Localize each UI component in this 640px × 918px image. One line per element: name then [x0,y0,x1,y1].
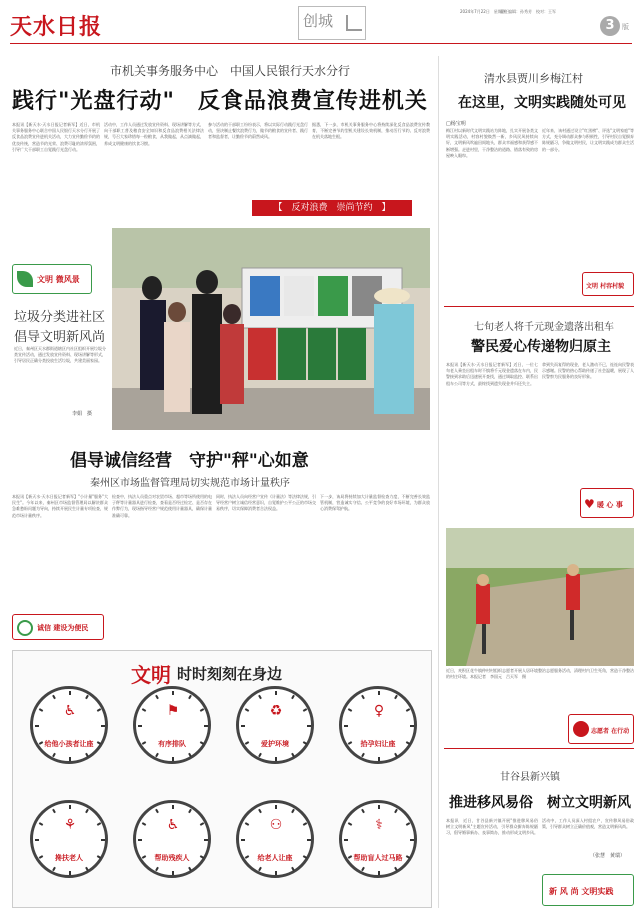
clock-tick [258,866,262,870]
xinxing-tag [542,874,634,906]
clock-tick [410,839,414,841]
clock-tick [69,805,71,809]
clock-tick [39,708,43,712]
scale-icon [17,620,33,636]
clock-tick [172,871,174,875]
clock-tick [85,695,89,699]
column-divider [438,56,439,908]
village-body-col2: 近年来，该村通过设立"红黑榜"、评选"文明家庭"等方式，充分调动群众参与积极性，引导村民自觉摒弃陈规陋习，争做文明村民，让文明实践成为群众生活的一部分。 [542,128,634,152]
section-title-text: 创城 [303,12,334,30]
clock-tick [302,708,306,712]
hand-heart-icon [573,721,589,737]
seat-icon: ♿ [63,703,77,719]
lead-headline: 践行"光盘行动" 反食品浪费宣传进机关 [12,89,428,114]
newspaper-logo: 天水日报 [10,14,103,40]
pregnant-icon: ♀ [373,703,385,719]
clock-tick [199,708,203,712]
civility-title-red: 文明 [131,663,171,687]
environment-icon: ♻ [269,703,283,719]
clock-tick [405,822,409,826]
clock-tick [138,725,142,727]
clock-tick [291,809,295,813]
clock-tick [361,866,365,870]
page-number-badge [600,16,620,36]
xinxing-body-col1: 本报讯 近日，甘谷县新兴镇开展"推进移风易俗 树立文明新风"主题宣传活动，引导群众摒弃陈规陋习，倡导婚事新办、丧事简办，推动形成文明乡风。 [446,818,542,836]
clock-tick [155,866,159,870]
clock-tick [172,757,174,761]
leaf-icon [17,271,33,287]
xinxing-headline: 推进移风易俗 树立文明新风 [449,795,631,811]
masthead-rule [10,43,632,44]
civility-clock [339,800,417,878]
clock-label: 帮助残疾人 [154,854,190,862]
clock-label: 搀扶老人 [55,854,83,862]
clock-tick [85,752,89,756]
masthead [0,0,640,44]
clock-tick [361,695,365,699]
clock-tick [394,866,398,870]
clock-tick [69,871,71,875]
volunteer-caption: 近日，麦积区花牛镇仲村村组织志愿者开展人居环境整治志愿服务活动，清理村内卫生死角，营造干净整洁的村庄环境。本报记者 李国元 吕天军 摄 [446,668,634,680]
clock-tick [394,752,398,756]
xinxing-tag-text: 新 风 尚 文明实践 [549,887,614,896]
village-byline: □杨宝明 [446,121,466,127]
clock-tick [394,809,398,813]
clock-tick [245,822,249,826]
xinxing-byline: （张慧 黄瑞） [590,853,626,859]
civility-title: 时时刻刻在身边 [177,665,283,683]
market-body-col1: 本报讯【新天水·天水日报记者新军】"小计量"服务"大民生"。今年以来，秦州区市场监督管理局以解决群众急难愁盼问题为导向，持续开展民生计量专项检查，规范市场计量秩序。 [12,494,108,518]
clock-tick [101,725,105,727]
clock-tick [348,708,352,712]
lead-kicker: 市机关事务服务中心 中国人民银行天水分行 [109,64,350,78]
clock-tick [155,695,159,699]
clock-tick [291,866,295,870]
clock-tick [204,839,208,841]
clock-tick [188,695,192,699]
clock-tick [188,866,192,870]
civility-clock [339,686,417,764]
clock-tick [241,839,245,841]
market-subhead: 秦州区市场监督管理局切实规范市场计量秩序 [90,478,290,489]
volunteer-photo [446,528,634,666]
civility-clock [236,800,314,878]
village-body-col1: 梅江村以新时代文明实践站为阵地，扎实开展各类文明实践活动，村容村貌焕然一新，乡风民风持续向好，文明新风吹遍田间地头，群众幸福感和获得感不断增强。走进村里，干净整洁的道路、错落有致的房屋映入眼帘。 [446,128,538,158]
market-body-col4: 下一步，该局将持续加大计量监督检查力度，不断完善长效监管机制，营造诚实守信、公平竞争的良好市场环境，为群众放心消费保驾护航。 [320,494,430,512]
clock-label: 有序排队 [158,740,186,748]
civility-clock [236,686,314,764]
clock-label: 给老人让座 [257,854,293,862]
clock-tick [172,691,174,695]
clock-tick [142,708,146,712]
queue-icon: ⚑ [166,703,180,719]
taxi-tag [580,488,634,518]
clock-tick [378,757,380,761]
market-tag-text: 诚信 建设为便民 [37,624,89,632]
garbage-byline: 李娟 摄 [72,411,93,417]
clock-tick [96,708,100,712]
clock-tick [307,725,311,727]
volunteer-tag [568,714,634,744]
clock-tick [155,809,159,813]
clock-tick [204,725,208,727]
clock-tick [188,809,192,813]
seat-elderly-icon: ⚇ [269,817,283,833]
clock-label: 给他小孩者让座 [44,740,94,748]
clock-tick [258,752,262,756]
clock-tick [344,725,348,727]
market-body-col2: 检查中，执法人员重点对农贸市场、超市等场所使用的电子秤等计量器具进行检查，查看是否经过检定、是否存在作弊行为，现场指导经营户规范使用计量器具，确保计量准确可靠。 [112,494,212,518]
heart-icon: ♥ [584,497,595,511]
garbage-sorting-photo [112,228,430,430]
clock-tick [361,752,365,756]
city-skyline-icon [346,15,362,31]
xinxing-body-col2: 活动中，工作人员深入村组农户，宣传移风易俗政策，引导群众树立正确价值观，营造文明新风尚。 [542,818,634,830]
blind-icon: ⚕ [375,817,383,833]
clock-tick [199,822,203,826]
volunteer-tag-text: 志愿者 在行动 [591,728,630,735]
village-tag-text: 文明 村容村貌 [586,283,625,290]
taxi-tag-text: 暖 心 事 [597,501,623,509]
lead-body-col2: 活动中，工作人员通过发放宣传资料、现场讲解等方式，向干部职工普及粮食安全知识和反食品浪费相关法律法规，号召大家珍惜每一粒粮食，从我做起，从点滴做起，养成文明健康的饮食习惯。 [104,122,204,146]
clock-tick [394,695,398,699]
clock-tick [101,839,105,841]
clock-tick [245,708,249,712]
clock-tick [155,752,159,756]
lead-body-col3: 参与活动的干部职工纷纷表示，将以实际行动践行光盘行动，坚决制止餐饮浪费行为，做节约粮食的宣传者、践行者和监督者，让勤俭节约蔚然成风。 [208,122,308,140]
civility-clock [133,686,211,764]
clock-tick [307,839,311,841]
clock-tick [378,691,380,695]
taxi-body-col1: 本报讯【新天水·天水日报记者新军】近日，一位七旬老人乘坐出租车时不慎将千元现金遗落在车内，民警接到求助后迅速展开查找，通过调取监控、联系出租车公司等方式，最终找到遗失现金并归还失主。 [446,362,538,386]
clock-tick [96,822,100,826]
taxi-body-col2: 拿到失而复得的现金，老人激动不已，连连向民警表示感谢。民警的热心帮助传递了社会温暖，展现了人民警察为民服务的良好形象。 [542,362,634,380]
clock-tick [378,805,380,809]
garbage-tag [12,264,92,294]
clock-tick [275,805,277,809]
page-label: 版 [622,23,629,31]
market-body-col3: 同时，执法人员向经营户宣传《计量法》等法律法规，引导经营户树立诚信经营意识，自觉维护公平公正的市场交易秩序，切实保障消费者合法权益。 [216,494,316,512]
elderly-icon: ⚘ [63,817,77,833]
editor-line: 责任编辑：孙秀芳 校对：王军 [500,9,556,14]
clock-label: 爱护环境 [261,740,289,748]
taxi-rule [444,306,634,307]
clock-tick [35,725,39,727]
clock-tick [35,839,39,841]
clock-tick [39,822,43,826]
clock-tick [348,822,352,826]
clock-tick [52,809,56,813]
garbage-headline-2: 倡导文明新风尚 [14,330,106,345]
clock-tick [291,695,295,699]
page-number: 3 [605,18,615,33]
taxi-headline: 警民爱心传递物归原主 [471,339,611,355]
clock-tick [188,752,192,756]
clock-tick [344,839,348,841]
village-tag [582,272,634,296]
xinxing-rule [444,748,634,749]
market-tag [12,614,104,640]
civility-clock [133,800,211,878]
village-headline: 在这里，文明实践随处可见 [458,95,626,111]
xinxing-kicker: 甘谷县新兴镇 [500,772,560,783]
lead-body-col1: 本报讯【新天水·天水日报记者新军】近日，市机关事务服务中心联合中国人民银行天水分行开展了反食品浪费宣传进机关活动，大力宣传勤俭节约的优良传统，营造节约光荣、浪费可耻的浓厚氛围，引导广大干部职工自觉践行光盘行动。 [12,122,100,152]
lead-body-col4: 据悉，下一步，市机关事务服务中心将持续深化反食品浪费宣传教育，不断完善节约型机关建设长效机制，推动厉行节约、反对浪费在机关落地生根。 [312,122,430,140]
clock-tick [172,805,174,809]
clock-tick [258,695,262,699]
lead-banner: 【 反对浪费 崇尚节约 】 [252,200,412,216]
clock-tick [405,708,409,712]
section-title [298,6,366,40]
market-headline: 倡导诚信经营 守护"秤"心如意 [70,451,309,471]
civility-clock [30,800,108,878]
clock-tick [361,809,365,813]
garbage-headline-1: 垃圾分类进社区 [14,310,106,325]
civility-clock [30,686,108,764]
clock-tick [85,866,89,870]
clock-tick [85,809,89,813]
clock-tick [241,725,245,727]
clock-tick [275,691,277,695]
clock-label: 帮助盲人过马路 [353,854,403,862]
clock-tick [291,752,295,756]
taxi-kicker: 七旬老人将千元现金遗落出租车 [474,322,614,333]
garbage-body: 近日，秦州区天水郡街道辖区内社区组织开展垃圾分类宣传活动，通过发放宣传资料、现场讲解等形式，引导居民正确分类投放生活垃圾，共建美丽家园。 [14,346,106,364]
clock-tick [378,871,380,875]
clock-tick [142,822,146,826]
clock-tick [410,725,414,727]
disabled-icon: ♿ [166,817,180,833]
village-kicker: 清水县贾川乡梅江村 [484,72,583,85]
clock-tick [275,757,277,761]
clock-tick [69,757,71,761]
clock-tick [275,871,277,875]
clock-tick [52,752,56,756]
garbage-tag-text: 文明 微风景 [37,275,80,284]
clock-tick [138,839,142,841]
clock-tick [69,691,71,695]
clock-label: 拾孕妇让座 [360,740,396,748]
date-line: 2024年7月22日 星期四 [460,9,506,14]
clock-tick [302,822,306,826]
clock-tick [52,695,56,699]
clock-tick [258,809,262,813]
clock-tick [52,866,56,870]
